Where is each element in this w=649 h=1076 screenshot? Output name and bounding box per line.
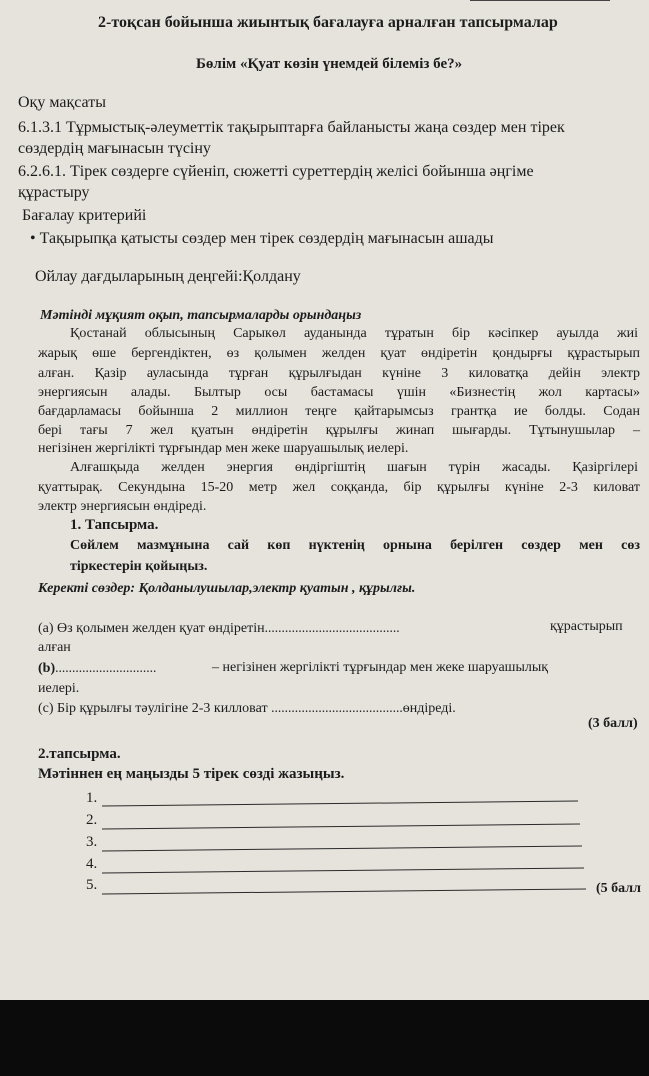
text-line: энергиясын алады. Былтыр осы бастамасы үшін «Бизнестің жол картасы» — [38, 385, 640, 400]
text-line: негізінен жергілікті тұрғындар мен жеке шаруашылық иелері. — [38, 441, 409, 456]
task-1c-suffix: өндіреді. — [402, 701, 456, 716]
task-1b-sentence — [38, 660, 156, 677]
criteria-item: • Тақырыпқа қатысты сөздер мен тірек сөздердің мағынасын ашады — [30, 230, 494, 247]
task-1b-suffix: – негізінен жергілікті тұрғындар мен жеке шаруашылық — [212, 660, 549, 675]
task-1a-continuation: алған — [38, 640, 71, 655]
task-2-score: (5 балл — [596, 881, 641, 896]
task-1-instruction-line-2: тіркестерін қойыңыз. — [70, 559, 208, 574]
reading-instruction: Мәтінді мұқият оқып, тапсырмаларды орындаңыз — [40, 308, 362, 323]
thinking-level: Ойлау дағдыларының деңгейі:Қолдану — [35, 268, 301, 285]
task-1a-blank[interactable]: ........................................ — [264, 620, 400, 635]
answer-line-4[interactable] — [102, 867, 584, 873]
task-1b-blank[interactable]: .............................. — [55, 660, 157, 675]
required-words: Керекті сөздер: Қолданылушылар,электр қуатын , құрылғы. — [38, 581, 416, 596]
answer-number-1: 1. — [86, 790, 98, 806]
task-1-instruction-line-1: Сөйлем мазмұнына сай көп нүктенің орнына берілген сөздер мен сөз — [70, 538, 640, 553]
objectives-heading: Оқу мақсаты — [18, 94, 106, 111]
task-1c-sentence — [38, 700, 456, 717]
task-1-score: (3 балл) — [588, 716, 638, 731]
task-1a-prefix: (a) Өз қолымен желден қуат өндіретін — [38, 621, 265, 636]
section-title: Бөлім «Қуат көзін үнемдей білеміз бе?» — [196, 56, 463, 72]
task-1b-continuation: иелері. — [38, 681, 80, 696]
text-line: жарық өше бергендіктен, өз қолымен желден қуат өндіретін қондырғы құрастырып — [38, 346, 640, 361]
top-rule — [470, 0, 610, 1]
text-line: Алғашқыда желден энергия өндіргіштің шағын түрін жасады. Қазіргілері — [70, 460, 638, 475]
task-1-title: 1. Тапсырма. — [70, 517, 159, 533]
task-1c-prefix: (c) Бір құрылғы тәулігіне 2-3 килловат — [38, 701, 268, 716]
task-1b-prefix: (b) — [38, 661, 56, 676]
objective-1-line-2: сөздердің мағынасын түсіну — [18, 140, 211, 157]
answer-line-3[interactable] — [102, 845, 582, 851]
task-1c-blank[interactable]: ....................................... — [271, 700, 403, 715]
text-line: Қостанай облысының Сарыкөл ауданында тұратын бір кәсіпкер ауылда жиі — [70, 326, 638, 341]
page-title: 2-тоқсан бойынша жиынтық бағалауға арналған тапсырмалар — [98, 14, 558, 31]
answer-line-2[interactable] — [102, 823, 580, 829]
task-1a-sentence — [38, 620, 400, 637]
answer-number-5: 5. — [86, 877, 98, 893]
task-2-instruction: Мәтіннен ең маңызды 5 тірек сөзді жазыңыз. — [38, 766, 345, 782]
objective-1-line-1: 6.1.3.1 Тұрмыстық-әлеуметтік тақырыптарға байланысты жаңа сөздер мен тірек — [18, 119, 565, 136]
text-line: электр энергиясын өндіреді. — [38, 499, 207, 514]
text-line: бағдарламасы бойынша 2 миллион теңге қайтарымсыз грантқа ие болды. Содан — [38, 404, 640, 419]
task-2-title: 2.тапсырма. — [38, 746, 121, 762]
task-1a-suffix: құрастырып — [550, 619, 623, 634]
text-line: алған. Қазір ауласында тұрған құрылғыдан күніне 3 киловатқа дейін электр — [38, 366, 640, 381]
objective-2-line-2: құрастыру — [18, 184, 90, 201]
answer-line-5[interactable] — [102, 888, 586, 894]
text-line: бері тағы 7 жел қуатын өндіретін құрылғы жинап шығарды. Тұтынушылар – — [38, 423, 640, 438]
answer-number-2: 2. — [86, 812, 98, 828]
answer-number-3: 3. — [86, 834, 98, 850]
criteria-heading: Бағалау критерийі — [22, 207, 147, 224]
text-line: қуаттырақ. Секундына 15-20 метр жел соққанда, бір құрылғы күніне 2-3 киловат — [38, 480, 640, 495]
answer-line-1[interactable] — [102, 801, 578, 807]
objective-2-line-1: 6.2.6.1. Тірек сөздерге сүйеніп, сюжетті суреттердің желісі бойынша әңгіме — [18, 163, 534, 180]
answer-number-4: 4. — [86, 856, 98, 872]
